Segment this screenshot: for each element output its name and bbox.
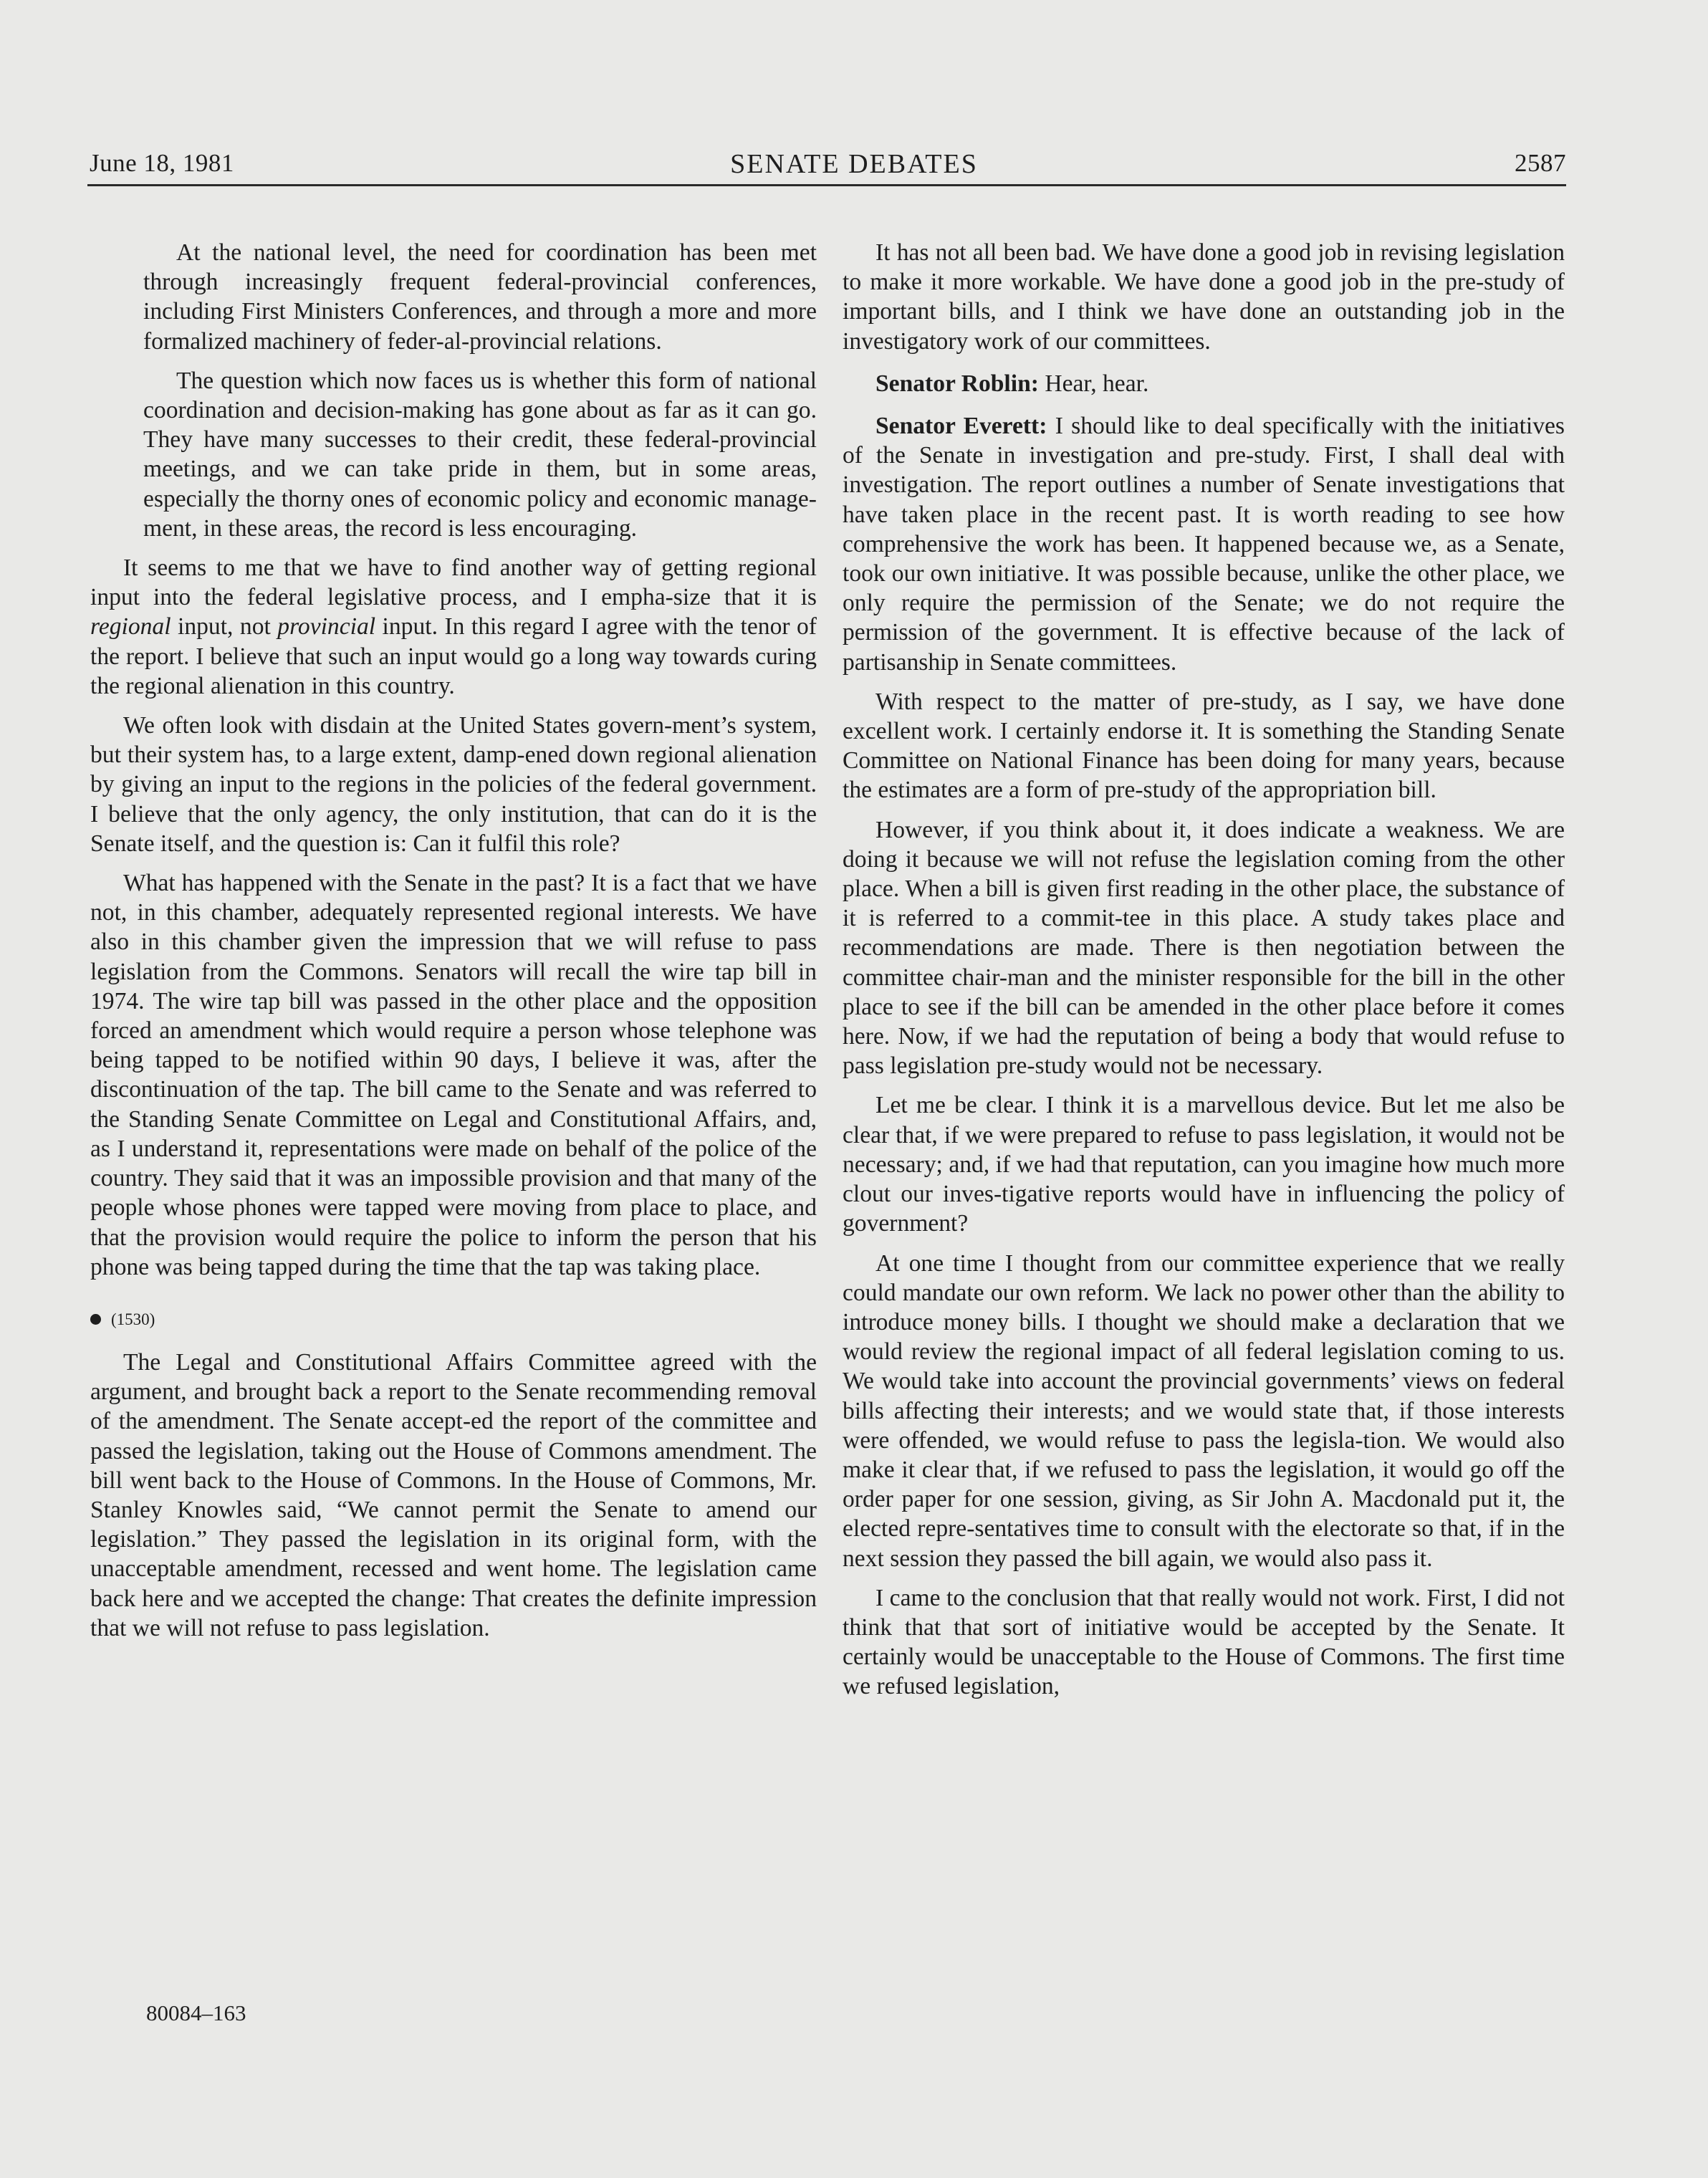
paragraph: The Legal and Constitutional Affairs Committee agreed with the argument, and brought back a report to the Senate recommending removal of the amendment. The Senate accept-ed the report of the committee and passed the legislation, taking out the House of Commons amendment. The bill went back to the House of Commons. In the House of Commons, Mr. Stanley Knowles said, “We cannot permit the Senate to amend our legislation.” They passed the legislation in its original form, with the unacceptable amendment, recessed and went home. The legislation came back here and we accepted the change: That creates the definite impression that we will not refuse to pass legislation. xyxy=(90,1348,817,1641)
header-rule xyxy=(87,184,1566,186)
speech-text: Hear, hear. xyxy=(1038,370,1149,397)
paragraph-text: input. In this regard I agree with the tenor of the report. I believe that such an input would go a long way towards curing the regional alienation in this country. xyxy=(90,613,817,699)
running-title: SENATE DEBATES xyxy=(730,149,978,179)
paragraph xyxy=(90,553,817,701)
right-column xyxy=(843,238,1565,1712)
time-marker xyxy=(90,1309,817,1330)
left-column xyxy=(90,238,817,1653)
speaker-name: Senator Everett: xyxy=(875,413,1047,440)
emphasis: regional xyxy=(90,613,171,641)
paragraph: We often look with disdain at the United States govern-ment’s system, but their system has, to a large extent, damp-ened down regional alienation by giving an input to the regions in the policies of the federal government. I believe that the only agency, the only institution, that can do it is the Senate itself, and the question is: Can it fulfil this role? xyxy=(90,712,817,857)
quoted-paragraph: The question which now faces us is whether this form of national coordination and decision-making has gone about as far as it can go. They have many successes to their credit, these federal-provincial meetings, and we can take pride in them, but in some areas, especially the thorny ones of economic policy and economic manage-ment, in these areas, the record is less encouraging. xyxy=(143,367,817,542)
paragraph: I came to the conclusion that that really would not work. First, I did not think that that sort of initiative would be accepted by the Senate. It certainly would be unacceptable to the House of Commons. The first time we refused legislation, xyxy=(843,1584,1565,1700)
footer-code: 80084–163 xyxy=(146,2000,246,2025)
header-date: June 18, 1981 xyxy=(90,149,234,177)
paragraph: It has not all been bad. We have done a good job in revising legislation to make it more workable. We have done a good job in the pre-study of important bills, and I think we have done an outstanding job in the investigatory work of our committees. xyxy=(843,239,1565,355)
page-number: 2587 xyxy=(1515,149,1566,177)
paragraph: At one time I thought from our committee experience that we really could mandate our own reform. We lack no power other than the ability to introduce money bills. I thought we should make a declaration that we would review the regional impact of all federal legislation coming to us. We would take into account the provincial governments’ views on federal bills affecting their interests; and we would state that, if those interests were offended, we would refuse to pass the legisla-tion. We would also make it clear that, if we refused to pass the legislation, it would go off the order paper for one session, giving, as Sir John A. Macdonald put it, the elected repre-sentatives time to consult with the electorate so that, if in the next session they passed the bill again, we would also pass it. xyxy=(843,1249,1565,1572)
time-marker-text: (1530) xyxy=(111,1310,155,1328)
paragraph: With respect to the matter of pre-study, as I say, we have done excellent work. I certainly endorse it. It is something the Standing Senate Committee on National Finance has been doing for many years, because the estimates are a form of pre-study of the appropriation bill. xyxy=(843,688,1565,804)
bullet-icon xyxy=(90,1314,101,1325)
speech xyxy=(843,411,1565,677)
speaker-name: Senator Roblin: xyxy=(875,370,1039,397)
paragraph: However, if you think about it, it does indicate a weakness. We are doing it because we will not refuse the legislation coming from the other place. When a bill is given first reading in the other place, the substance of it is referred to a commit-tee in this place. A study takes place and recommendations are made. There is then negotiation between the committee chair-man and the minister responsible for the bill in the other place to see if the bill can be amended in the other place before it comes here. Now, if we had the reputation of being a body that would refuse to pass legislation pre-study would not be necessary. xyxy=(843,816,1565,1080)
paragraph-text: It seems to me that we have to find another way of getting regional input into the federal legislative process, and I empha-size that it is xyxy=(90,555,817,611)
paragraph: What has happened with the Senate in the past? It is a fact that we have not, in this chamber, adequately represented regional interests. We have also in this chamber given the impression that we will refuse to pass legislation from the Commons. Senators will recall the wire tap bill in 1974. The wire tap bill was passed in the other place and the opposition forced an amendment which would require a person whose telephone was being tapped to be notified within 90 days, I believe it was, after the discontinuation of the tap. The bill came to the Senate and was referred to the Standing Senate Committee on Legal and Constitutional Affairs, and, as I understand it, representations were made on behalf of the police of the country. They said that it was an impossible provision and that many of the people whose phones were tapped were moving from place to place, and that the provision would require the police to inform the person that his phone was being tapped during the time that the tap was taking place. xyxy=(90,870,817,1280)
paragraph-text: input, not xyxy=(171,613,278,641)
quoted-paragraph: At the national level, the need for coordination has been met through increasingly frequent federal-provincial conferences, including First Ministers Conferences, and through a more and more formalized machinery of feder-al-provincial relations. xyxy=(143,239,817,355)
speech xyxy=(843,369,1565,398)
speech-text: I should like to deal specifically with the initiatives of the Senate in investigation and pre-study. First, I shall deal with investigation. The report outlines a number of Senate investigations that have taken place in the recent past. It is worth reading to see how comprehensive the work has been. It happened because we, as a Senate, took our own initiative. It was possible because, unlike the other place, we only require the permission of the Senate; we do not require the permission of the government. It is effective because of the lack of partisanship in Senate committees. xyxy=(843,413,1565,676)
paragraph: Let me be clear. I think it is a marvellous device. But let me also be clear that, if we were prepared to refuse to pass legislation, it would not be necessary; and, if we had that reputation, can you imagine how much more clout our inves-tigative reports would have in influencing the policy of government? xyxy=(843,1092,1565,1237)
emphasis: provincial xyxy=(277,613,376,641)
